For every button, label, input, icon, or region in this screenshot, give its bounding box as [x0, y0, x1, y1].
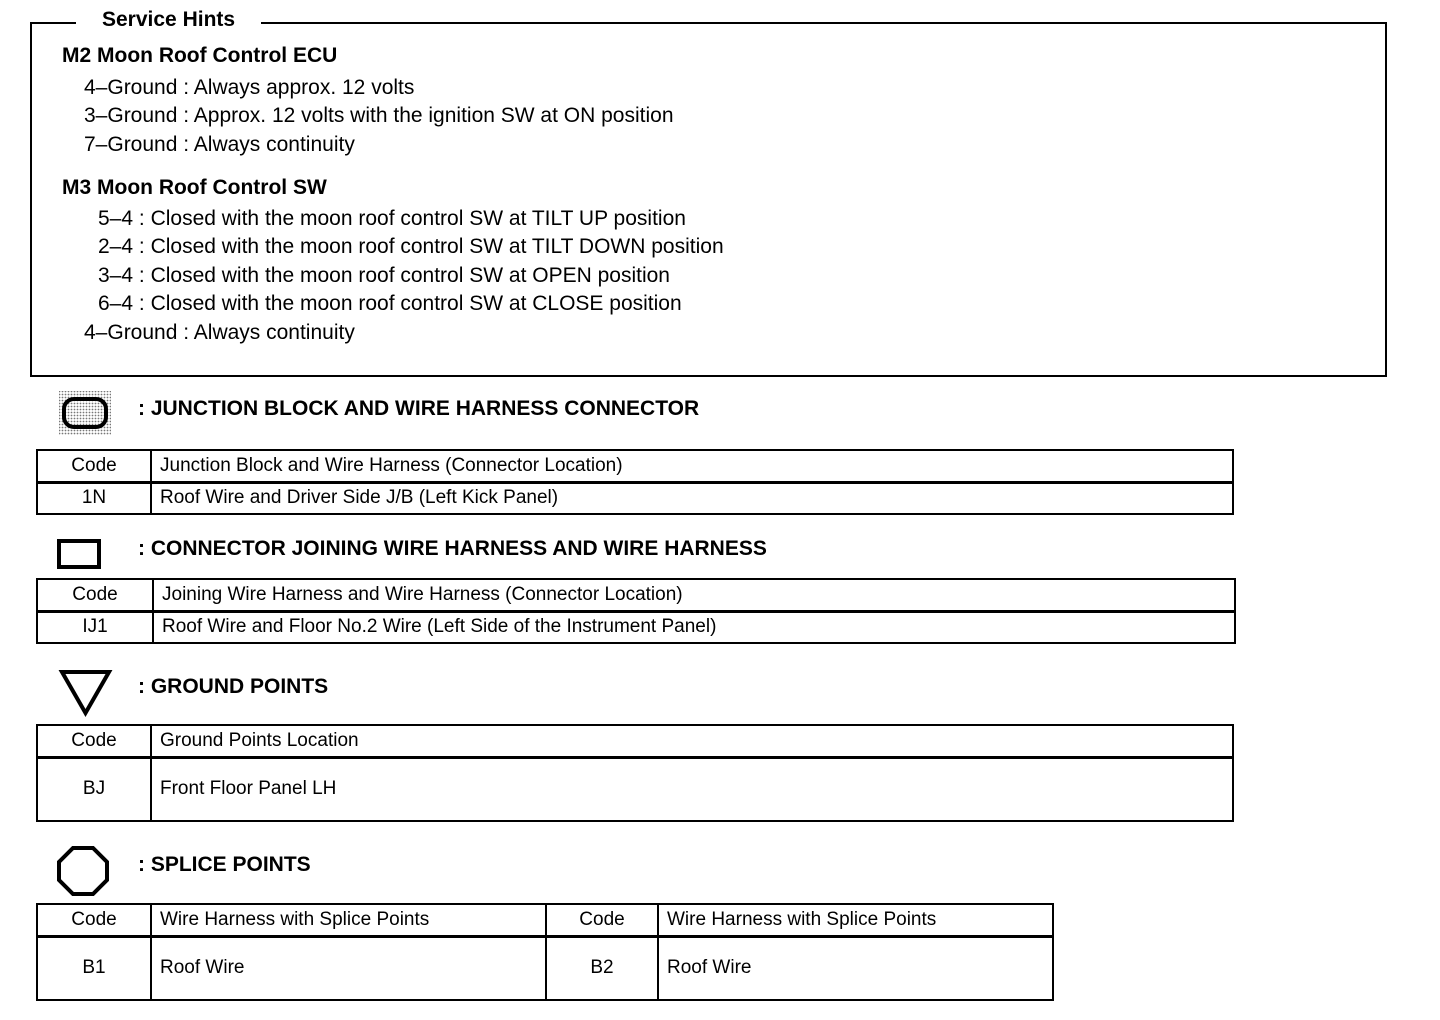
- table-row: [37, 936, 1053, 1000]
- service-hints-title: Service Hints: [76, 7, 261, 33]
- header-desc: Junction Block and Wire Harness (Connector Location): [151, 450, 1233, 482]
- m3-line-5: 4–Ground : Always continuity: [84, 321, 355, 344]
- header-desc-1: Wire Harness with Splice Points: [151, 904, 546, 936]
- m3-line-3: 3–4 : Closed with the moon roof control SW at OPEN position: [98, 264, 670, 287]
- header-desc: Ground Points Location: [151, 725, 1233, 757]
- m3-line-5-text: Always continuity: [193, 321, 355, 344]
- row-desc-1: Roof Wire: [151, 936, 546, 1000]
- rectangle-icon: [56, 538, 104, 572]
- junction-block-title: : JUNCTION BLOCK AND WIRE HARNESS CONNECTOR: [138, 397, 700, 420]
- splice-points-table: [36, 903, 1054, 1001]
- header-desc-2: Wire Harness with Splice Points: [658, 904, 1053, 936]
- m2-line-3-pins: 7–Ground: [84, 133, 178, 156]
- m3-line-2-pins: 2–4: [98, 235, 134, 258]
- row-code-1: B1: [37, 936, 151, 1000]
- header-code-1: Code: [37, 904, 151, 936]
- m2-line-3-text: Always continuity: [193, 133, 355, 156]
- table-header-row: [37, 450, 1233, 482]
- table-row: [37, 482, 1233, 514]
- m2-heading: M2 Moon Roof Control ECU: [62, 44, 338, 67]
- row-code-2: B2: [546, 936, 658, 1000]
- splice-points-title: : SPLICE POINTS: [138, 853, 311, 876]
- row-desc: Front Floor Panel LH: [151, 757, 1233, 821]
- header-code: Code: [37, 450, 151, 482]
- m2-line-2-pins: 3–Ground: [84, 104, 178, 127]
- table-header-row: [37, 579, 1235, 611]
- row-desc: Roof Wire and Driver Side J/B (Left Kick Panel): [151, 482, 1233, 514]
- m3-line-4-text: Closed with the moon roof control SW at CLOSE position: [150, 292, 682, 315]
- ground-points-title: : GROUND POINTS: [138, 675, 329, 698]
- row-code: BJ: [37, 757, 151, 821]
- header-code-2: Code: [546, 904, 658, 936]
- m2-line-1-text: Always approx. 12 volts: [193, 76, 415, 99]
- octagon-icon: [56, 845, 110, 897]
- junction-block-table: [36, 449, 1234, 515]
- rounded-rect-shaded-icon: [58, 390, 114, 438]
- header-desc: Joining Wire Harness and Wire Harness (Connector Location): [153, 579, 1235, 611]
- row-code: 1N: [37, 482, 151, 514]
- ground-points-table: [36, 724, 1234, 822]
- table-header-row: [37, 725, 1233, 757]
- m2-line-1: 4–Ground : Always approx. 12 volts: [84, 76, 415, 99]
- table-header-row: [37, 904, 1053, 936]
- header-code: Code: [37, 725, 151, 757]
- m3-line-2-text: Closed with the moon roof control SW at TILT DOWN position: [150, 235, 724, 258]
- m2-line-3: 7–Ground : Always continuity: [84, 133, 355, 156]
- m2-line-2: 3–Ground : Approx. 12 volts with the ignition SW at ON position: [84, 104, 674, 127]
- m3-line-5-pins: 4–Ground: [84, 321, 178, 344]
- row-desc: Roof Wire and Floor No.2 Wire (Left Side of the Instrument Panel): [153, 611, 1235, 643]
- inverted-triangle-icon: [58, 668, 114, 718]
- row-code: IJ1: [37, 611, 153, 643]
- m3-line-3-pins: 3–4: [98, 264, 134, 287]
- m3-line-4-pins: 6–4: [98, 292, 134, 315]
- table-row: [37, 611, 1235, 643]
- connector-joining-table: [36, 578, 1236, 644]
- m2-line-1-pins: 4–Ground: [84, 76, 178, 99]
- m3-heading: M3 Moon Roof Control SW: [62, 176, 327, 199]
- row-desc-2: Roof Wire: [658, 936, 1053, 1000]
- m3-line-1-pins: 5–4: [98, 207, 134, 230]
- m3-line-1-text: Closed with the moon roof control SW at TILT UP position: [150, 207, 686, 230]
- m3-line-4: 6–4 : Closed with the moon roof control SW at CLOSE position: [98, 292, 682, 315]
- m3-line-1: 5–4 : Closed with the moon roof control SW at TILT UP position: [98, 207, 686, 230]
- m3-line-2: 2–4 : Closed with the moon roof control SW at TILT DOWN position: [98, 235, 724, 258]
- header-code: Code: [37, 579, 153, 611]
- m3-line-3-text: Closed with the moon roof control SW at OPEN position: [150, 264, 670, 287]
- table-row: [37, 757, 1233, 821]
- m2-line-2-text: Approx. 12 volts with the ignition SW at ON position: [193, 104, 674, 127]
- connector-joining-title: : CONNECTOR JOINING WIRE HARNESS AND WIRE HARNESS: [138, 537, 767, 560]
